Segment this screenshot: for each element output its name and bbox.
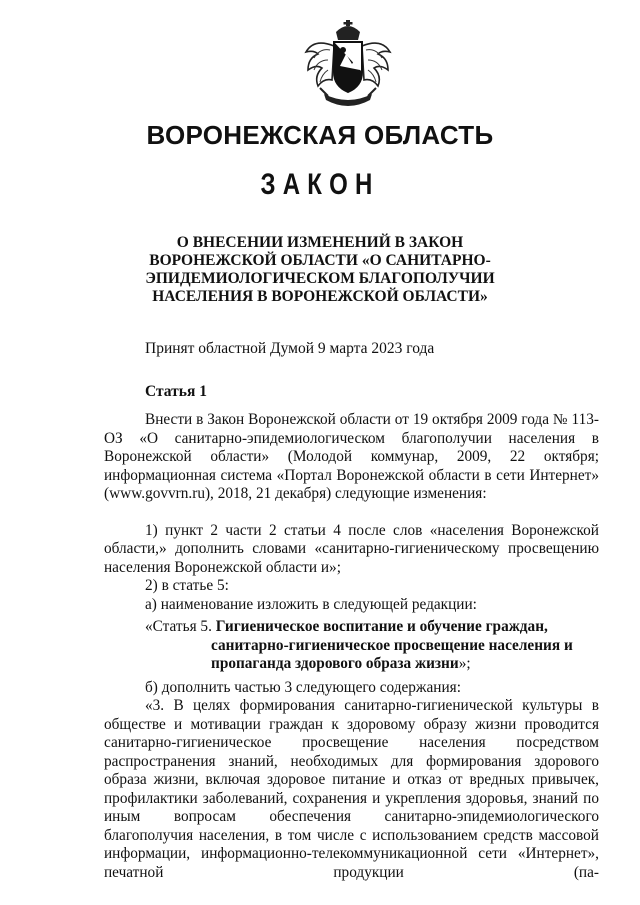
amendment-item-2a: а) наименование изложить в следующей редакции: <box>145 595 477 613</box>
law-title-line: ВОРОНЕЖСКОЙ ОБЛАСТИ «О САНИТАРНО- <box>149 252 491 269</box>
article-body <box>104 411 599 882</box>
coat-of-arms-emblem <box>300 20 396 112</box>
new-part-3-text: «3. В целях формирования санитарно-гигиенической культуры в обществе и мотивации граждан к здоровому образу жизни проводится санитарно-гигиеническое просвещение населения посредством распространения знаний, необходимых для формирования здорового образа жизни, включая здоровое питание и отказ от вредных привычек, профилактики заболеваний, сохранения и укрепления здоровья, знаний по иным вопросам обеспечения санитарно-эпидемиологического благополучия населения, в том числе с использованием средств массовой информации, информационно-телекоммуникационной сети «Интернет», печатной продукции (па- <box>104 697 599 881</box>
new-heading-text: пропаганда здорового образа жизни <box>211 655 459 672</box>
article-heading: Статья 1 <box>145 383 207 400</box>
law-title-line: ЭПИДЕМИОЛОГИЧЕСКОМ БЛАГОПОЛУЧИИ <box>145 270 495 287</box>
amendment-item-1: 1) пункт 2 части 2 статьи 4 после слов «населения Воронежской области,» дополнить словами «санитарно-гигиеническому просвещению населения Воронежской области и»; <box>104 521 599 576</box>
new-article-heading <box>104 618 599 674</box>
adoption-date: Принят областной Думой 9 марта 2023 года <box>145 340 435 357</box>
article-intro: Внести в Закон Воронежской области от 19 октября 2009 года № 113-ОЗ «О санитарно-эпидемиологическом благополучии населения в Воронежской области» (Молодой коммунар, 2009, 22 октября; информационная система «Портал Воронежской области в сети Интернет» (www.govvrn.ru), 2018, 21 декабря) следующие изменения: <box>104 411 599 502</box>
law-title-line: О ВНЕСЕНИИ ИЗМЕНЕНИЙ В ЗАКОН <box>176 234 464 251</box>
new-heading-prefix: «Статья 5. <box>145 618 216 635</box>
law-title <box>120 234 520 306</box>
new-heading-text: Гигиеническое воспитание и обучение граждан, <box>215 618 548 635</box>
amendment-item-2: 2) в статье 5: <box>145 577 229 594</box>
law-title-line: НАСЕЛЕНИЯ В ВОРОНЕЖСКОЙ ОБЛАСТИ» <box>152 288 488 305</box>
amendment-item-2b: б) дополнить частью 3 следующего содержания: <box>145 678 461 696</box>
new-heading-text: санитарно-гигиеническое просвещение населения и <box>211 636 573 654</box>
region-name: ВОРОНЕЖСКАЯ ОБЛАСТЬ <box>146 120 494 150</box>
document-type: ЗАКОН <box>260 168 380 201</box>
new-heading-suffix: »; <box>458 655 471 672</box>
